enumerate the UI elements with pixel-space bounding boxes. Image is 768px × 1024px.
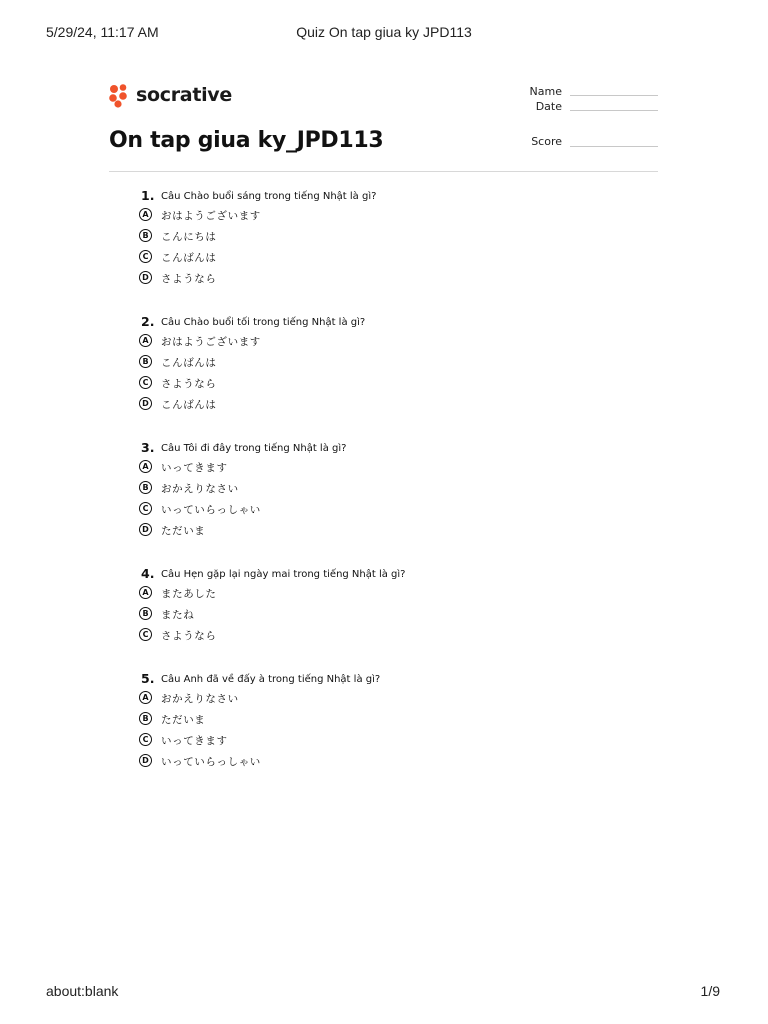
- answer-option: [0, 229, 768, 245]
- name-line: [570, 95, 658, 96]
- date-label: Date: [535, 100, 562, 113]
- answer-option: [0, 586, 768, 602]
- print-page-number: 1/9: [700, 983, 720, 999]
- option-letter-badge: B: [139, 481, 152, 494]
- option-letter-badge: B: [139, 355, 152, 368]
- print-datetime: 5/29/24, 11:17 AM: [46, 24, 159, 40]
- option-letter-badge: A: [139, 691, 152, 704]
- question-number: 5.: [141, 671, 155, 686]
- question-text: Câu Anh đã về đấy à trong tiếng Nhật là gì?: [161, 674, 381, 685]
- option-text: こんばんは: [161, 252, 217, 264]
- option-letter-badge: C: [139, 502, 152, 515]
- question-text: Câu Chào buổi sáng trong tiếng Nhật là gì?: [161, 191, 377, 202]
- question-header: [0, 188, 768, 207]
- option-text: いっていらっしゃい: [161, 756, 261, 768]
- question-header: [0, 440, 768, 459]
- answer-option: [0, 481, 768, 497]
- option-letter-badge: A: [139, 334, 152, 347]
- answer-option: [0, 628, 768, 644]
- quiz-title: On tap giua ky_JPD113: [109, 128, 384, 153]
- option-text: こんばんは: [161, 357, 217, 369]
- print-header: [0, 24, 768, 44]
- option-text: こんばんは: [161, 399, 217, 411]
- answer-option: [0, 607, 768, 623]
- answer-option: [0, 355, 768, 371]
- option-text: ただいま: [161, 714, 206, 726]
- answer-option: [0, 754, 768, 770]
- socrative-flower-logo-icon: [109, 84, 131, 108]
- question-header: [0, 671, 768, 690]
- score-line: [570, 146, 658, 147]
- answer-option: [0, 502, 768, 518]
- option-text: さようなら: [161, 630, 217, 642]
- option-letter-badge: C: [139, 733, 152, 746]
- question-number: 2.: [141, 314, 155, 329]
- answer-option: [0, 271, 768, 287]
- answer-option: [0, 376, 768, 392]
- option-text: いっていらっしゃい: [161, 504, 261, 516]
- answer-option: [0, 334, 768, 350]
- option-text: おはようございます: [161, 336, 261, 348]
- option-text: またあした: [161, 588, 217, 600]
- option-letter-badge: A: [139, 208, 152, 221]
- option-text: ただいま: [161, 525, 206, 537]
- option-letter-badge: A: [139, 586, 152, 599]
- option-letter-badge: D: [139, 523, 152, 536]
- option-text: さようなら: [161, 273, 217, 285]
- option-text: いってきます: [161, 735, 228, 747]
- answer-option: [0, 208, 768, 224]
- brand: [109, 82, 232, 110]
- answer-option: [0, 460, 768, 476]
- question-number: 1.: [141, 188, 155, 203]
- question-text: Câu Tôi đi đây trong tiếng Nhật là gì?: [161, 443, 347, 454]
- option-letter-badge: C: [139, 376, 152, 389]
- option-letter-badge: B: [139, 229, 152, 242]
- print-document-title: Quiz On tap giua ky JPD113: [296, 24, 472, 40]
- option-letter-badge: C: [139, 250, 152, 263]
- answer-option: [0, 250, 768, 266]
- name-label: Name: [529, 85, 562, 98]
- question-text: Câu Hẹn gặp lại ngày mai trong tiếng Nhật là gì?: [161, 569, 406, 580]
- print-footer: [0, 983, 768, 1003]
- brand-wordmark: socrative: [136, 84, 232, 106]
- score-label: Score: [531, 135, 562, 148]
- option-letter-badge: D: [139, 271, 152, 284]
- question-number: 3.: [141, 440, 155, 455]
- question-text: Câu Chào buổi tối trong tiếng Nhật là gì?: [161, 317, 366, 328]
- option-letter-badge: D: [139, 754, 152, 767]
- answer-option: [0, 397, 768, 413]
- question-number: 4.: [141, 566, 155, 581]
- answer-option: [0, 733, 768, 749]
- date-line: [570, 110, 658, 111]
- option-text: おかえりなさい: [161, 483, 239, 495]
- print-url: about:blank: [46, 983, 119, 999]
- option-text: いってきます: [161, 462, 228, 474]
- answer-option: [0, 523, 768, 539]
- option-letter-badge: D: [139, 397, 152, 410]
- option-text: おかえりなさい: [161, 693, 239, 705]
- answer-option: [0, 691, 768, 707]
- option-text: さようなら: [161, 378, 217, 390]
- answer-option: [0, 712, 768, 728]
- question-header: [0, 566, 768, 585]
- option-letter-badge: C: [139, 628, 152, 641]
- option-text: こんにちは: [161, 231, 217, 243]
- option-letter-badge: B: [139, 607, 152, 620]
- option-text: またね: [161, 609, 195, 621]
- option-letter-badge: B: [139, 712, 152, 725]
- option-text: おはようございます: [161, 210, 261, 222]
- question-header: [0, 314, 768, 333]
- option-letter-badge: A: [139, 460, 152, 473]
- header-divider: [109, 171, 658, 172]
